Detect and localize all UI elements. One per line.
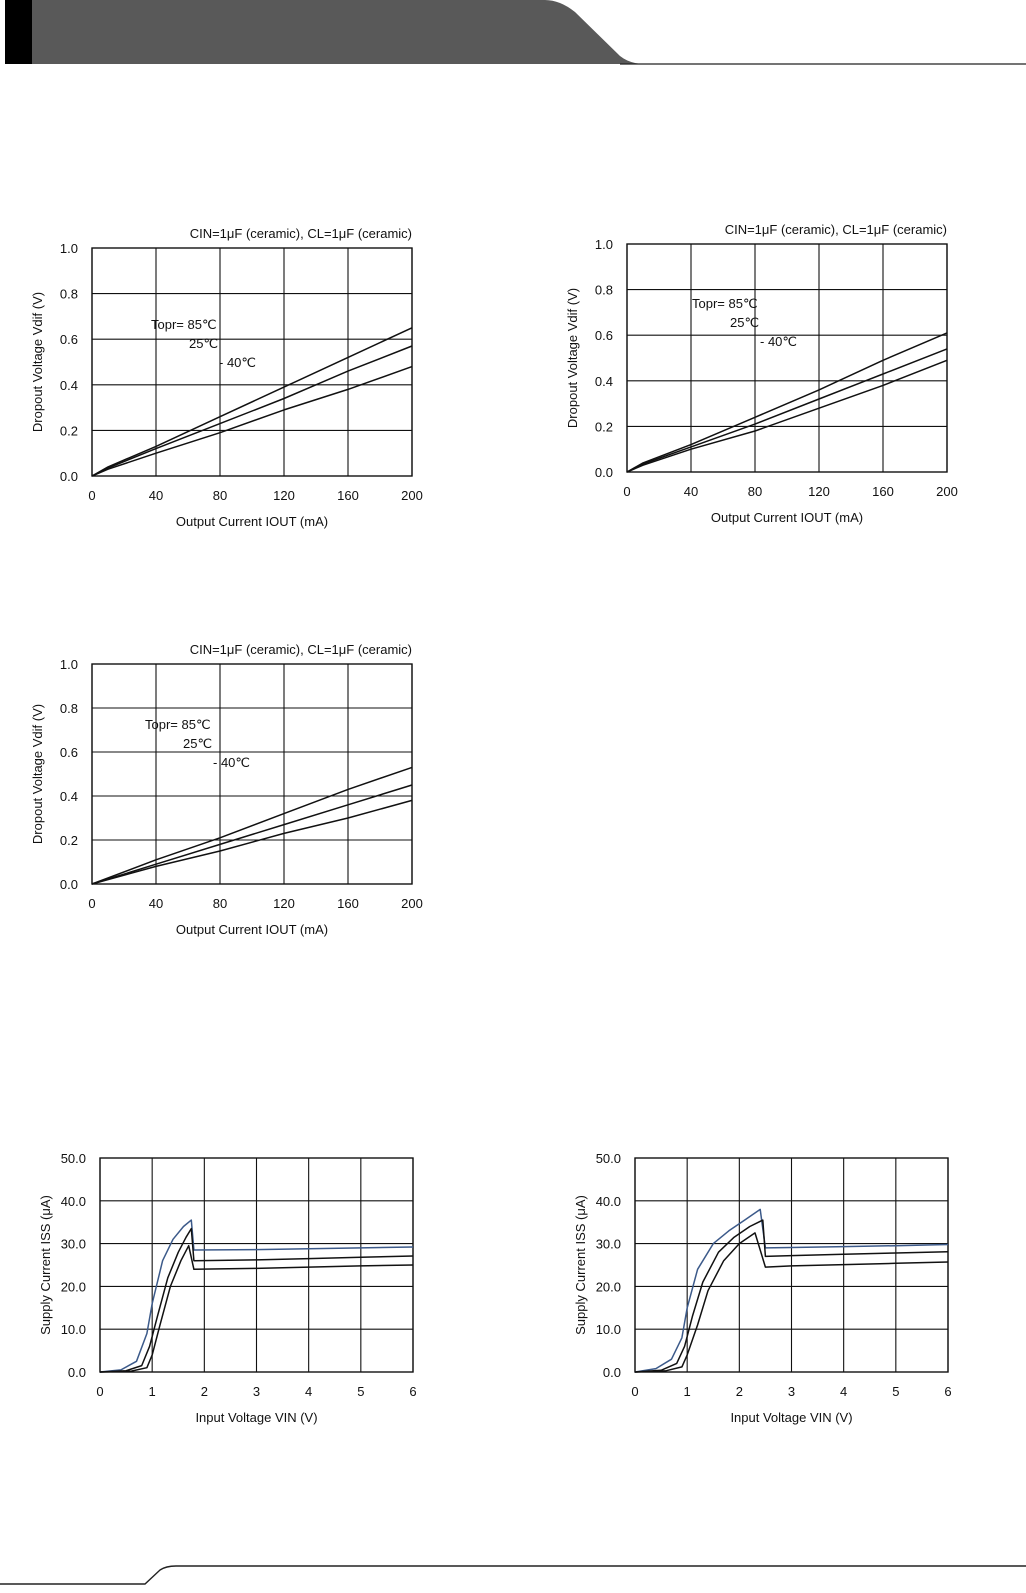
y-tick-label: 0.2	[594, 419, 613, 435]
series-line	[92, 785, 412, 884]
y-axis-label: Dropout Voltage Vdif (V)	[565, 287, 580, 429]
chart-supply-current-2	[555, 1132, 975, 1442]
y-axis-label: Dropout Voltage Vdif (V)	[30, 291, 45, 433]
y-tick-label: 0.6	[59, 745, 78, 760]
chart-title: CIN=1μF (ceramic), CL=1μF (ceramic)	[189, 226, 412, 241]
x-tick-label: 200	[401, 488, 423, 503]
x-axis-label: Output Current IOUT (mA)	[175, 514, 329, 529]
y-tick-label: 1.0	[594, 237, 613, 252]
x-tick-label: 5	[357, 1384, 365, 1399]
y-tick-label: 0.0	[602, 1365, 621, 1380]
x-tick-label: 160	[872, 484, 894, 499]
page-footer-band	[0, 1560, 1026, 1593]
y-axis-label: Supply Current ISS (μA)	[573, 1195, 588, 1335]
x-tick-label: 6	[944, 1384, 952, 1399]
series-line	[92, 767, 412, 884]
y-tick-label: 50.0	[595, 1151, 621, 1166]
y-tick-label: 0.6	[59, 332, 78, 348]
legend-label: 25℃	[730, 315, 760, 330]
y-tick-label: 0.0	[594, 465, 613, 480]
y-tick-label: 0.4	[59, 789, 78, 804]
legend-label: Topr= 85℃	[692, 296, 758, 311]
y-tick-label: 20.0	[595, 1279, 621, 1295]
x-axis-label: Output Current IOUT (mA)	[175, 922, 329, 937]
y-tick-label: 0.2	[59, 423, 78, 439]
chart-title: CIN=1μF (ceramic), CL=1μF (ceramic)	[724, 222, 947, 237]
page-header-band	[0, 0, 1026, 70]
legend-label: 25℃	[183, 736, 213, 751]
x-tick-label: 0	[631, 1384, 639, 1399]
x-tick-label: 0	[88, 896, 96, 911]
y-tick-label: 0.6	[594, 328, 613, 344]
x-tick-label: 120	[273, 896, 295, 911]
y-tick-label: 0.4	[59, 377, 78, 393]
y-tick-label: 0.0	[59, 469, 78, 484]
y-tick-label: 0.8	[594, 282, 613, 298]
x-tick-label: 3	[252, 1384, 261, 1399]
x-axis-label: Input Voltage VIN (V)	[730, 1410, 853, 1425]
y-tick-label: 10.0	[60, 1322, 86, 1338]
y-tick-label: 0.0	[59, 877, 78, 892]
x-tick-label: 40	[148, 488, 164, 503]
x-tick-label: 120	[273, 488, 295, 503]
y-tick-label: 0.0	[67, 1365, 86, 1380]
x-tick-label: 2	[200, 1384, 208, 1399]
x-tick-label: 80	[212, 896, 228, 911]
series-line	[627, 349, 947, 472]
x-axis-label: Output Current IOUT (mA)	[710, 510, 864, 525]
y-tick-label: 30.0	[60, 1236, 86, 1252]
y-tick-label: 10.0	[595, 1322, 621, 1338]
legend-label: - 40℃	[219, 355, 257, 370]
y-tick-label: 0.2	[59, 833, 78, 848]
footer-rule	[0, 1566, 1026, 1584]
x-tick-label: 5	[892, 1384, 900, 1399]
legend-label: Topr= 85℃	[151, 317, 217, 332]
x-tick-label: 120	[808, 484, 830, 499]
series-line	[92, 800, 412, 884]
x-tick-label: 3	[787, 1384, 796, 1399]
series-line	[627, 333, 947, 472]
y-axis-label: Dropout Voltage Vdif (V)	[30, 703, 45, 845]
y-tick-label: 0.8	[59, 286, 78, 302]
x-tick-label: 0	[623, 484, 631, 499]
x-tick-label: 1	[148, 1384, 156, 1399]
x-axis-label: Input Voltage VIN (V)	[195, 1410, 318, 1425]
y-tick-label: 1.0	[59, 657, 78, 672]
x-tick-label: 80	[747, 484, 763, 499]
chart-dropout-voltage-1	[20, 222, 440, 542]
chart-supply-current-1	[20, 1132, 440, 1442]
x-tick-label: 200	[401, 896, 423, 911]
y-tick-label: 1.0	[59, 241, 78, 256]
series-line	[92, 367, 412, 476]
legend-label: Topr= 85℃	[145, 717, 211, 732]
y-tick-label: 40.0	[595, 1193, 621, 1209]
legend-label: - 40℃	[760, 334, 798, 349]
x-tick-label: 1	[683, 1384, 691, 1399]
y-tick-label: 40.0	[60, 1193, 86, 1209]
y-axis-label: Supply Current ISS (μA)	[38, 1195, 53, 1335]
legend-label: 25℃	[189, 336, 219, 351]
header-black-tab	[5, 0, 32, 64]
plot-frame	[627, 244, 947, 472]
series-line	[92, 328, 412, 476]
x-tick-label: 0	[88, 488, 96, 503]
x-tick-label: 2	[735, 1384, 743, 1399]
x-tick-label: 40	[148, 896, 164, 911]
x-tick-label: 160	[337, 896, 359, 911]
chart-dropout-voltage-3	[20, 642, 440, 962]
y-tick-label: 0.8	[59, 701, 78, 716]
x-tick-label: 6	[409, 1384, 417, 1399]
x-tick-label: 4	[840, 1384, 848, 1399]
y-tick-label: 30.0	[595, 1236, 621, 1252]
x-tick-label: 4	[305, 1384, 313, 1399]
y-tick-label: 20.0	[60, 1279, 86, 1295]
legend-label: - 40℃	[213, 755, 251, 770]
plot-frame	[92, 664, 412, 884]
header-gray-band	[32, 0, 645, 64]
y-tick-label: 50.0	[60, 1151, 86, 1166]
chart-dropout-voltage-2	[555, 218, 975, 538]
x-tick-label: 40	[683, 484, 699, 499]
chart-title: CIN=1μF (ceramic), CL=1μF (ceramic)	[189, 642, 412, 657]
x-tick-label: 200	[936, 484, 958, 499]
x-tick-label: 160	[337, 488, 359, 503]
y-tick-label: 0.4	[594, 373, 613, 389]
series-line	[627, 360, 947, 472]
x-tick-label: 0	[96, 1384, 104, 1399]
x-tick-label: 80	[212, 488, 228, 503]
